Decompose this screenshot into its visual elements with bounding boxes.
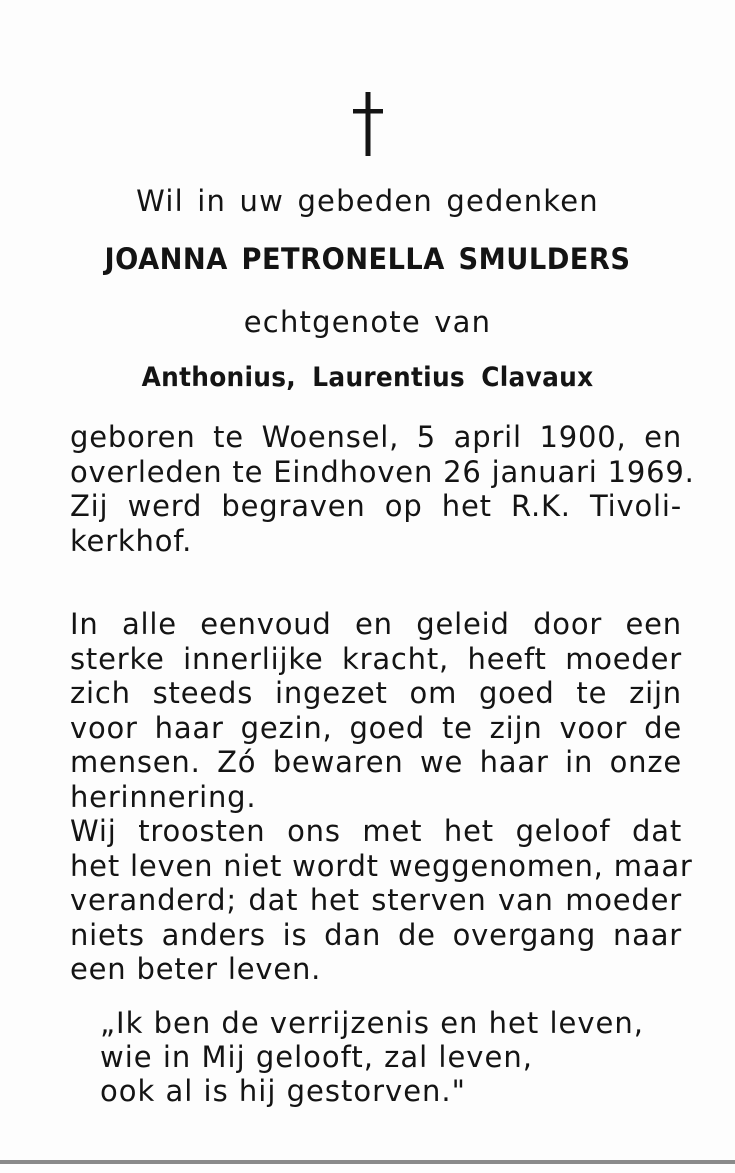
quote-line: „Ik ben de verrijzenis en het leven, — [100, 1006, 644, 1040]
tribute-line: voor haar gezin, goed te zijn voor de — [70, 710, 682, 745]
bio-line: overleden te Eindhoven 26 januari 1969. — [70, 454, 695, 489]
tribute-line: een beter leven. — [70, 952, 322, 986]
tribute-line: herinnering. — [70, 779, 257, 814]
bottom-edge-line — [0, 1160, 735, 1164]
quote-line: wie in Mij gelooft, zal leven, — [100, 1040, 533, 1074]
quote-line: ook al is hij gestorven." — [100, 1074, 466, 1108]
spouse-name: Anthonius, Laurentius Clavaux — [141, 362, 594, 393]
cross-icon — [0, 92, 735, 156]
relation-text: echtgenote van — [243, 305, 492, 339]
tribute-line: mensen. Zó bewaren we haar in onze — [70, 745, 682, 779]
tribute-paragraph — [70, 607, 693, 987]
tribute-line: niets anders is dan de overgang naar — [70, 917, 682, 952]
tribute-line: het leven niet wordt weggenomen, maar — [70, 848, 693, 883]
bio-line: geboren te Woensel, 5 april 1900, en — [70, 420, 682, 454]
tribute-line: zich steeds ingezet om goed te zijn — [70, 676, 682, 710]
bio-line: kerkhof. — [70, 523, 193, 558]
biography-paragraph — [70, 420, 695, 558]
tribute-line: veranderd; dat het sterven van moeder — [70, 883, 682, 917]
tribute-line: sterke innerlijke kracht, heeft moeder — [70, 641, 682, 676]
intro-text: Wil in uw gebeden gedenken — [136, 184, 599, 218]
deceased-name: JOANNA PETRONELLA SMULDERS — [104, 242, 631, 276]
bio-line: Zij werd begraven op het R.K. Tivoli- — [70, 489, 682, 523]
tribute-line: In alle eenvoud en geleid door een — [70, 607, 682, 641]
scripture-quote — [100, 1006, 660, 1108]
tribute-line: Wij troosten ons met het geloof dat — [70, 814, 682, 848]
